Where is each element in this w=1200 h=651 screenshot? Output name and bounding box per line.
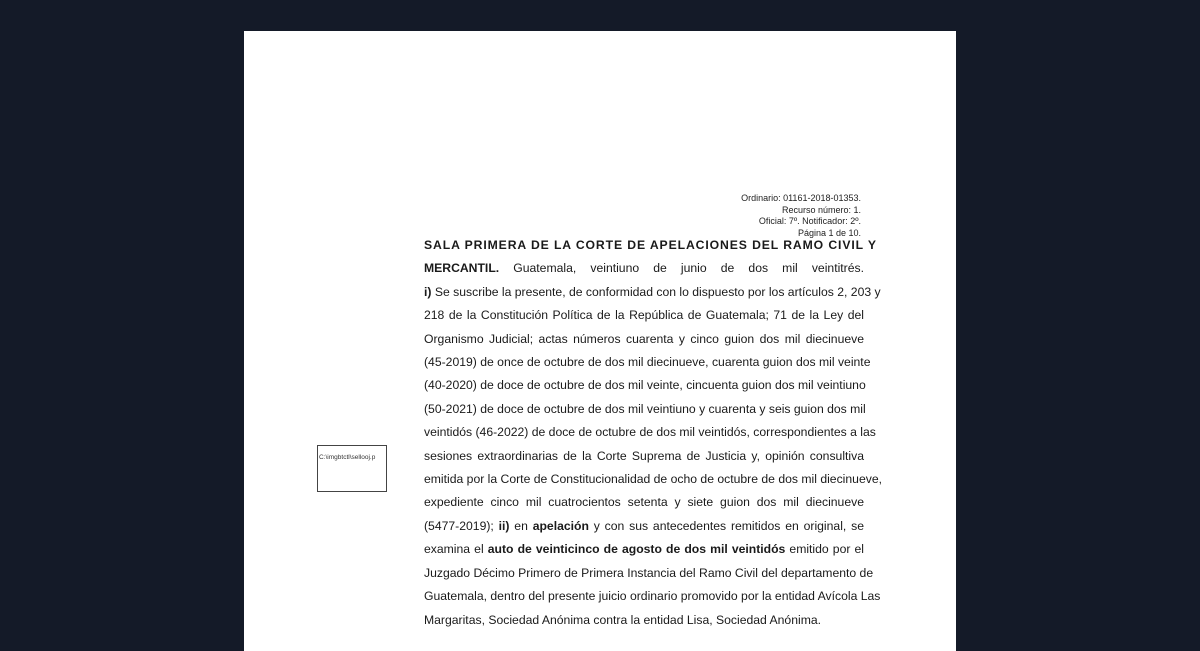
text-line	[424, 538, 864, 561]
officer-notifier: Oficial: 7º. Notificador: 2º.	[758, 216, 861, 226]
bold-text: MERCANTIL.	[424, 261, 500, 276]
bold-text: SALA PRIMERA DE LA CORTE DE APELACIONES DEL RAMO CIVIL Y	[424, 238, 877, 252]
image-path-text: C:\imgbtctl\sellooj.p	[319, 454, 376, 461]
case-number: Ordinario: 01161-2018-01353.	[741, 193, 861, 203]
text: examina el	[424, 542, 488, 557]
document-page	[244, 31, 956, 651]
text-line	[424, 374, 864, 397]
text: (40-2020) de doce de octubre de dos mil veinte, cincuenta guion dos mil veintiuno	[424, 378, 866, 393]
text-line	[424, 491, 864, 514]
text-line	[424, 281, 881, 304]
page-number: Página 1 de 10.	[797, 227, 861, 238]
text: emitido por el	[785, 542, 864, 557]
text-line	[424, 304, 864, 327]
seal-image-placeholder	[317, 445, 387, 492]
text: (45-2019) de once de octubre de dos mil diecinueve, cuarenta guion dos mil veinte	[424, 355, 871, 370]
text: emitida por la Corte de Constitucionalidad de ocho de octubre de dos mil diecinueve,	[424, 472, 882, 487]
text-line	[424, 398, 864, 421]
text-line	[424, 421, 876, 444]
text-line	[424, 234, 877, 257]
bold-text: i)	[424, 284, 432, 299]
text-line	[424, 468, 882, 491]
case-header	[741, 193, 861, 239]
text: Juzgado Décimo Primero de Primera Instancia del Ramo Civil del departamento de	[424, 565, 874, 580]
text: expediente cinco mil cuatrocientos setenta y siete guion dos mil diecinueve	[424, 495, 864, 510]
text: (50-2021) de doce de octubre de dos mil veintiuno y cuarenta y seis guion dos mil	[424, 401, 866, 416]
text: y con sus antecedentes remitidos en original, se	[588, 518, 864, 533]
text: Margaritas, Sociedad Anónima contra la entidad Lisa, Sociedad Anónima.	[424, 612, 822, 627]
text: 218 de la Constitución Política de la República de Guatemala; 71 de la Ley del	[424, 308, 864, 323]
text-line	[424, 351, 871, 374]
text: (5477-2019);	[424, 518, 499, 533]
appeal-number: Recurso número: 1.	[781, 204, 861, 215]
text: en	[509, 518, 533, 533]
text: veintidós (46-2022) de doce de octubre de dos mil veintidós, correspondientes a las	[424, 425, 876, 440]
text: Organismo Judicial; actas números cuarenta y cinco guion dos mil diecinueve	[424, 331, 864, 346]
text: Guatemala, dentro del presente juicio ordinario promovido por la entidad Avícola Las	[424, 589, 881, 604]
text-line	[424, 515, 864, 538]
text-line	[424, 257, 864, 280]
bold-text: ii)	[498, 518, 510, 533]
resolution-body	[424, 234, 882, 632]
bold-text: apelación	[532, 518, 589, 533]
text-line	[424, 609, 864, 632]
text-line	[424, 585, 881, 608]
text: Se suscribe la presente, de conformidad con lo dispuesto por los artículos 2, 203 y	[431, 284, 881, 299]
text-line	[424, 328, 864, 351]
bold-text: auto de veinticinco de agosto de dos mil veintidós	[487, 542, 786, 557]
text-line	[424, 445, 864, 468]
text: Guatemala, veintiuno de junio de dos mil veintitrés.	[499, 261, 864, 276]
text: sesiones extraordinarias de la Corte Suprema de Justicia y, opinión consultiva	[424, 448, 864, 463]
text-line	[424, 562, 874, 585]
